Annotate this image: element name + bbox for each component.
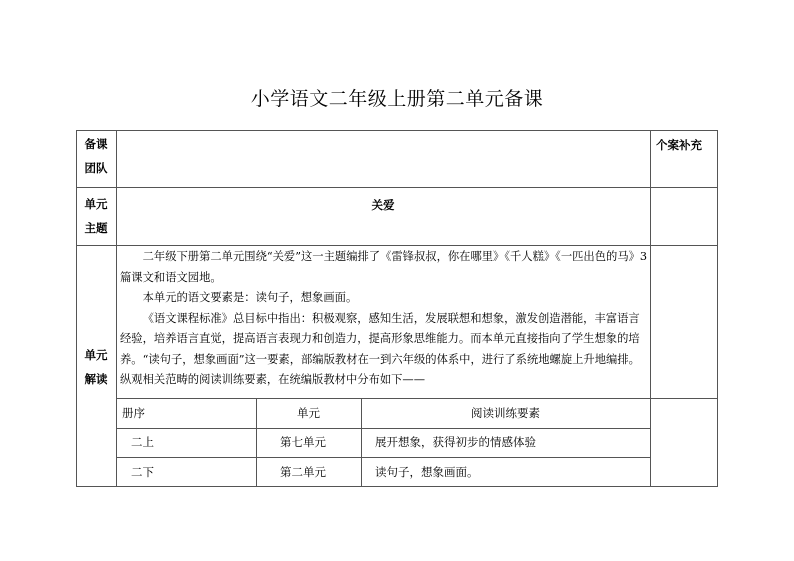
table-row-element: 读句子，想象画面。	[375, 465, 479, 479]
reading-paragraph: 二年级下册第二单元围绕“关爱”这一主题编排了《雷锋叔叔，你在哪里》《千人糕》《一匹出色的马》3 篇课文和语文园地。	[120, 250, 648, 284]
column-divider	[116, 130, 117, 487]
row-divider	[116, 457, 650, 458]
unit-theme-label-line1: 单元	[84, 197, 108, 211]
unit-reading-label-line2: 解读	[84, 372, 108, 386]
page-title: 小学语文二年级上册第二单元备课	[250, 88, 544, 110]
unit-theme-value: 关爱	[371, 198, 395, 212]
table-row-volume: 二下	[131, 465, 154, 479]
row-divider	[116, 428, 650, 429]
table-row-volume: 二上	[131, 435, 154, 449]
sub-header-unit: 单元	[297, 406, 320, 420]
team-label-line2: 团队	[84, 161, 108, 175]
supplement-label: 个案补充	[656, 138, 702, 152]
table-row-element: 展开想象，获得初步的情感体验	[375, 435, 536, 449]
row-divider	[76, 187, 718, 188]
column-divider	[650, 130, 651, 487]
team-label-line1: 备课	[84, 137, 108, 151]
unit-theme-label-line2: 主题	[84, 221, 108, 235]
reading-paragraph: 本单元的语文要素是：读句子，想象画面。	[142, 291, 358, 304]
unit-theme-label	[76, 192, 116, 240]
table-row-unit: 第七单元	[280, 435, 326, 449]
team-label	[76, 132, 116, 180]
unit-reading-label-line1: 单元	[84, 348, 108, 362]
unit-reading-text	[120, 247, 650, 391]
sub-header-volume: 册序	[122, 406, 145, 420]
table-row-unit: 第二单元	[280, 465, 326, 479]
reading-paragraph: 《语文课程标准》总目标中指出：积极观察，感知生活，发展联想和想象，激发创造潜能，丰富语言经验，培养语言直觉，提高语言表现力和创造力，提高形象思维能力。而本单元直接指向了学生想象的培养。“读句子，想象画面”这一要素，部编版教材在一到六年级的体系中，进行了系统地螺旋上升地编排。纵观相关范畴的阅读训练要素，在统编版教材中分布如下——	[120, 311, 640, 386]
row-divider	[76, 245, 718, 246]
unit-reading-label	[76, 343, 116, 391]
row-divider	[116, 398, 718, 399]
sub-header-reading-element: 阅读训练要素	[471, 406, 540, 420]
